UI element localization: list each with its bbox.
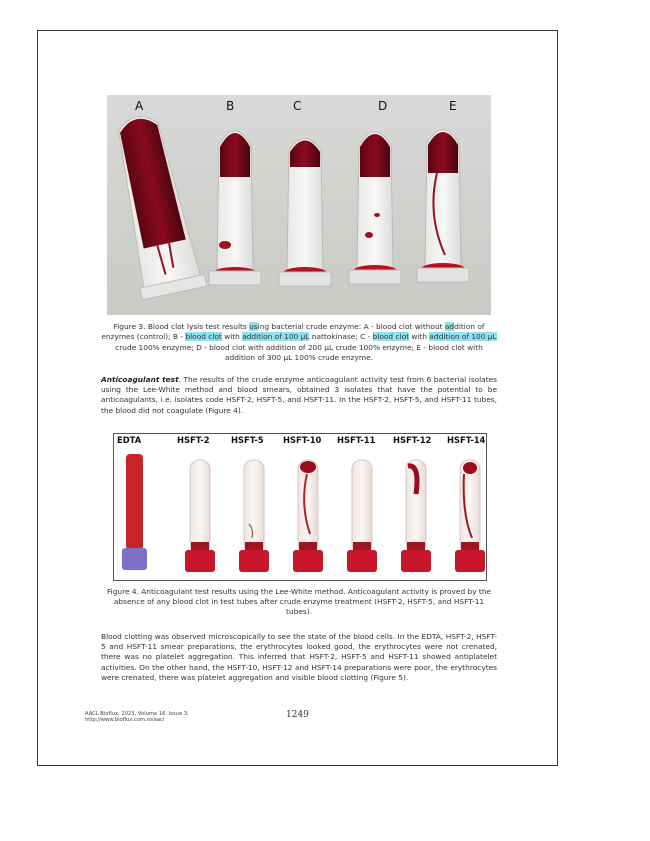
tube-label-b: B bbox=[226, 99, 235, 113]
figure-4-caption: Figure 4. Anticoagulant test results using the Lee-White method. Anticoagulant activity is proved by the absence of any blood clot in test tubes after crude enzyme treatment (HSFT-2, HSFT-5, and HSFT-11 tubes). bbox=[106, 587, 492, 617]
caption-text: nattokinase; C - bbox=[309, 332, 373, 342]
journal-url: http://www.bioflux.com.ro/aacl bbox=[85, 717, 165, 724]
caption-text: with bbox=[409, 332, 430, 342]
tube-label-hsft-14: HSFT-14 bbox=[447, 435, 486, 445]
tube-label-hsft-12: HSFT-12 bbox=[393, 435, 432, 445]
highlighted-text: addition of 100 µL bbox=[429, 332, 497, 342]
caption-text: with bbox=[221, 332, 243, 342]
tube-label-hsft-10: HSFT-10 bbox=[283, 435, 322, 445]
clotting-paragraph: Blood clotting was observed microscopically to see the state of the blood cells. In the EDTA, HSFT-2, HSFT-5 and HSFT-11 smear preparations, the erythrocytes looked good, the erythrocytes were not crenated, there was no platelet aggregation. This inferred that HSFT-2, HSFT-5 and HSFT-11 showed antiplatelet activities. On the other hand, the HSFT-10, HSFT-12 and HSFT-14 preparations were poor, the erythrocytes were crenated, there was platelet aggregation and visible blood clotting (Figure 5). bbox=[101, 632, 497, 682]
highlighted-text: ad bbox=[444, 322, 455, 331]
anticoagulant-paragraph bbox=[101, 375, 497, 416]
figure-4-photo bbox=[113, 433, 487, 581]
highlighted-text: addition of 100 µL bbox=[242, 332, 310, 342]
anticoagulant-tubes-image bbox=[114, 434, 486, 580]
tube-label-hsft-5: HSFT-5 bbox=[231, 435, 264, 445]
highlighted-text: us bbox=[249, 322, 258, 331]
tube-label-hsft-11: HSFT-11 bbox=[337, 435, 376, 445]
figure-3-caption bbox=[101, 322, 497, 363]
tube-label-c: C bbox=[293, 99, 302, 113]
caption-text: ing bacterial crude enzyme: A - blood clot without bbox=[257, 322, 445, 331]
document-page bbox=[37, 30, 558, 766]
page-number: 1249 bbox=[286, 710, 309, 720]
caption-text: Figure 3. Blood clot lysis test results bbox=[113, 322, 250, 331]
highlighted-text: blood clot bbox=[185, 332, 222, 342]
anticoagulant-heading: Anticoagulant test bbox=[101, 375, 179, 384]
tube-label-e: E bbox=[449, 99, 457, 113]
blood-clot-tubes-image bbox=[107, 95, 491, 315]
anticoagulant-text: . The results of the crude enzyme anticoagulant activity test from 6 bacterial isolates using the Lee-White method and blood smears, obtained 3 isolates that have the potential to be anticoagulants, i.e. isolates code HSFT-2, HSFT-5, and HSFT-11. In the HSFT-2, HSFT-5, and HSFT-11 tubes, the blood did not coagulate (Figure 4). bbox=[101, 375, 497, 415]
caption-text: crude 100% enzyme; D - blood clot with addition of 200 µL crude 100% enzyme; E - blood clot with addition of 300 µL 100% crude enzyme. bbox=[115, 342, 483, 362]
tube-label-edta: EDTA bbox=[117, 435, 142, 445]
tube-label-d: D bbox=[378, 99, 388, 113]
tube-label-a: A bbox=[135, 99, 144, 113]
caption-text: dition of enzymes (control); B - bbox=[101, 322, 485, 342]
figure-3-photo bbox=[107, 95, 491, 315]
highlighted-text: blood clot bbox=[372, 332, 410, 342]
journal-citation: AACL Bioflux, 2023, Volume 16, Issue 3. bbox=[85, 711, 189, 717]
journal-footer bbox=[85, 711, 189, 724]
tube-label-hsft-2: HSFT-2 bbox=[177, 435, 210, 445]
